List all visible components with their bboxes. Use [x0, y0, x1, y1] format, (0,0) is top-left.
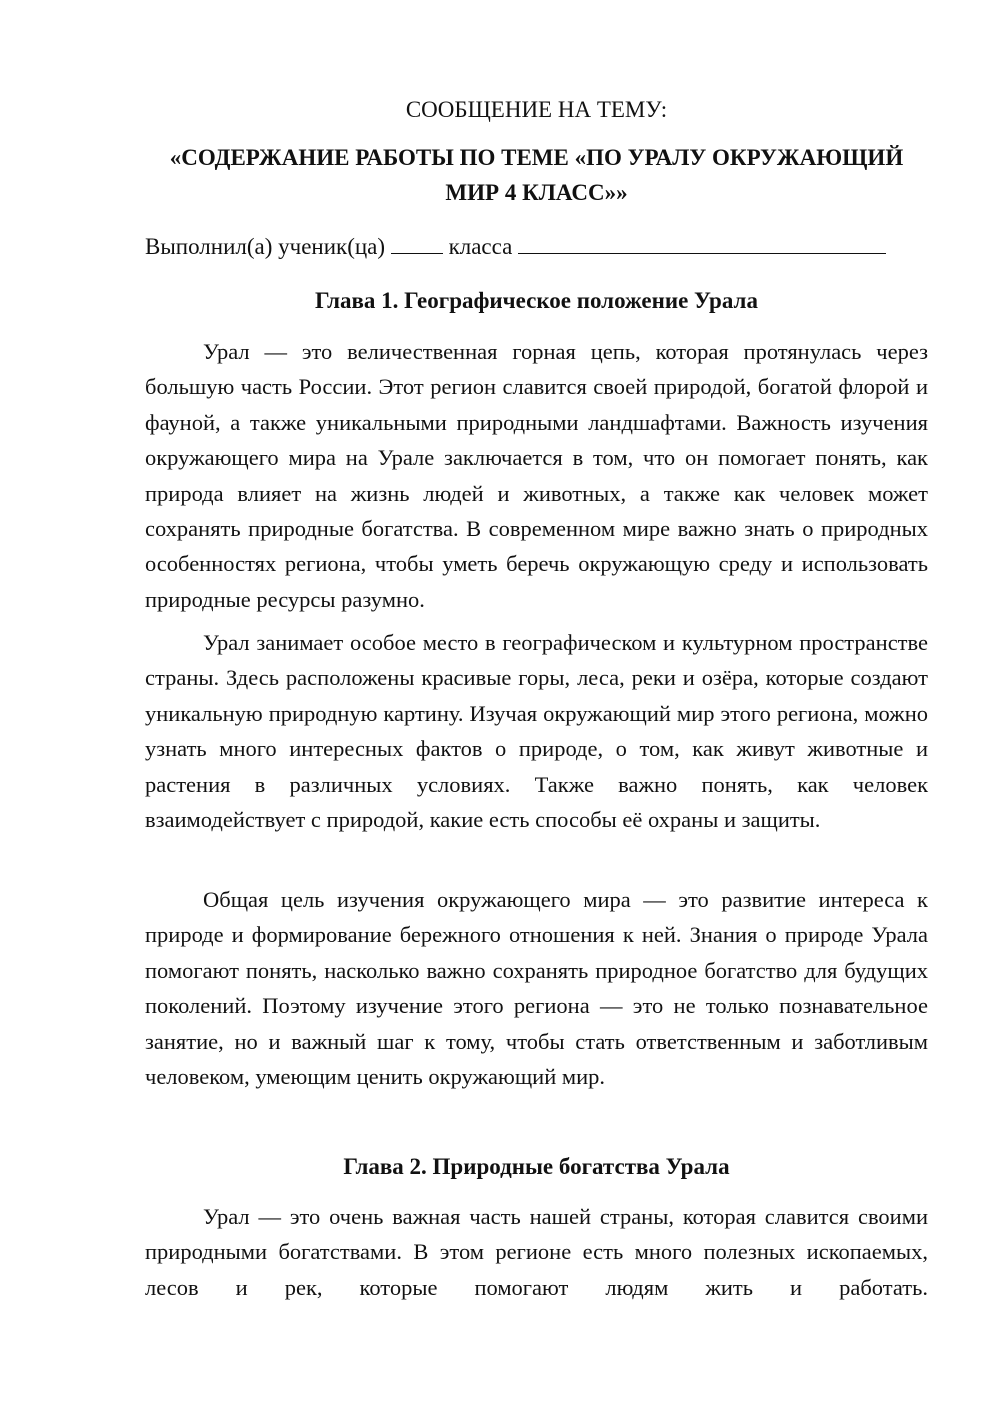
- paragraph: Урал — это очень важная часть нашей страны, которая славится своими природными богатствами. В этом регионе есть много полезных ископаемых, лесов и рек, которые помогают людям жить и работать.: [145, 1204, 928, 1300]
- document-heading: СООБЩЕНИЕ НА ТЕМУ:: [405, 97, 668, 122]
- paragraph: Урал занимает особое место в географическом и культурном пространстве страны. Здесь расположены красивые горы, леса, реки и озёра, которые создают уникальную природную картину. Изучая окружающий мир этого региона, можно узнать много интересных фактов о природе, о том, как живут животные и растения в различных условиях. Также важно понять, как человек взаимодействует с природой, какие есть способы её охраны и защиты.: [145, 630, 928, 833]
- performed-by-label: Выполнил(а) ученик(ца): [145, 234, 386, 259]
- chapter-title: Глава 2. Природные богатства Урала: [343, 1154, 730, 1179]
- paragraph: Общая цель изучения окружающего мира — это развитие интереса к природе и формирование бережного отношения к ней. Знания о природе Урала помогают понять, насколько важно сохранять природное богатство для будущих поколений. Поэтому изучение этого региона — это не только познавательное занятие, но и важный шаг к тому, чтобы стать ответственным и заботливым человеком, умеющим ценить окружающий мир.: [145, 887, 928, 1090]
- class-number-blank: [391, 231, 443, 254]
- author-line: [145, 231, 928, 262]
- student-name-blank: [518, 231, 886, 254]
- document-topic-title: «СОДЕРЖАНИЕ РАБОТЫ ПО ТЕМЕ «ПО УРАЛУ ОКРУЖАЮЩИЙ МИР 4 КЛАСС»»: [169, 145, 904, 205]
- paragraph: Урал — это величественная горная цепь, которая протянулась через большую часть России. Этот регион славится своей природой, богатой флорой и фауной, а также уникальными природными ландшафтами. Важность изучения окружающего мира на Урале заключается в том, что он помогает понять, как природа влияет на жизнь людей и животных, а также как человек может сохранять природные богатства. В современном мире важно знать о природных особенностях региона, чтобы уметь беречь окружающую среду и использовать природные ресурсы разумно.: [145, 339, 928, 612]
- class-label: класса: [448, 234, 513, 259]
- chapter-title: Глава 1. Географическое положение Урала: [315, 288, 758, 313]
